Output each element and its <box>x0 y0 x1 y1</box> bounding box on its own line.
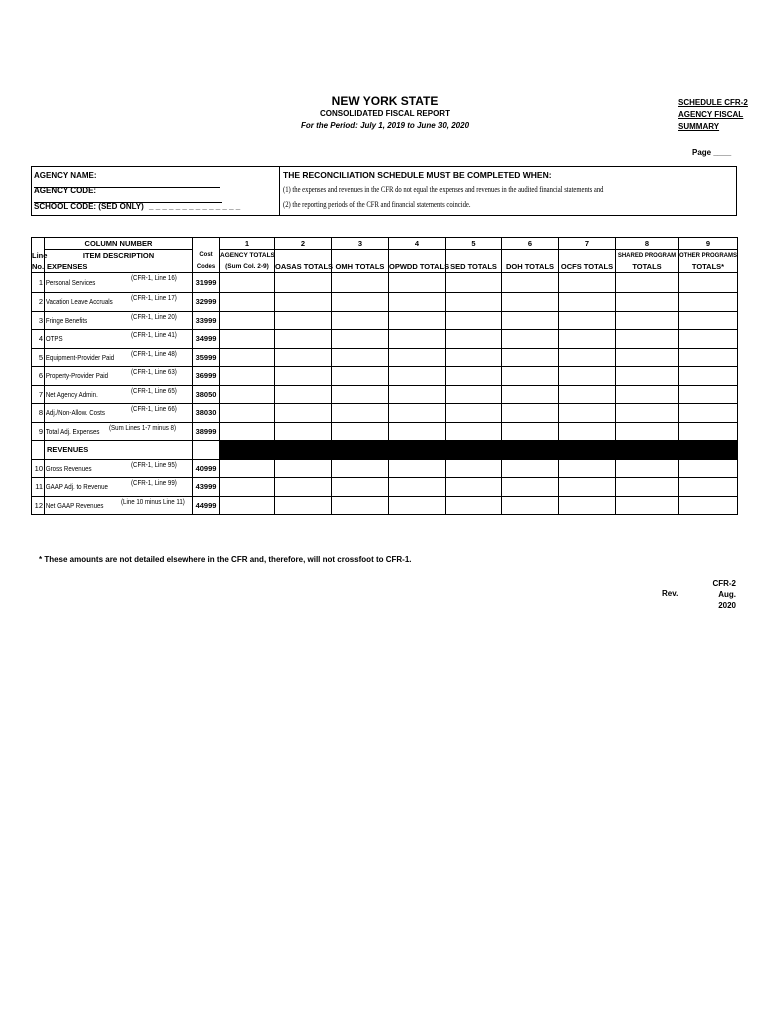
amount-cell-col-1[interactable] <box>220 496 275 515</box>
column-number-label: COLUMN NUMBER <box>45 238 193 250</box>
line-number: 3 <box>32 311 45 330</box>
amount-cell-col-2[interactable] <box>275 311 332 330</box>
no-label: No. <box>32 262 45 271</box>
item-description <box>45 367 193 386</box>
table-row <box>32 311 738 330</box>
revision-label: Rev. <box>662 589 679 598</box>
item-reference: (CFR-1, Line 20) <box>131 311 177 321</box>
amount-cell-col-7[interactable] <box>559 422 616 441</box>
amount-cell-col-9[interactable] <box>679 422 738 441</box>
amount-cell-col-7[interactable] <box>559 293 616 312</box>
amount-cell-col-3[interactable] <box>332 348 389 367</box>
expenses-label: EXPENSES <box>45 261 193 273</box>
amount-cell-col-6[interactable] <box>502 422 559 441</box>
amount-cell-col-4[interactable] <box>389 404 446 423</box>
amount-cell-col-2[interactable] <box>275 478 332 497</box>
amount-cell-col-1[interactable] <box>220 273 275 293</box>
table-row <box>32 348 738 367</box>
amount-cell-col-6[interactable] <box>502 367 559 386</box>
item-label: GAAP Adj. to Revenue <box>45 482 108 492</box>
amount-cell-col-5[interactable] <box>446 367 502 386</box>
amount-cell-col-8[interactable] <box>616 293 679 312</box>
amount-cell-col-4[interactable] <box>389 273 446 293</box>
line-number: 1 <box>32 273 45 293</box>
amount-cell-col-5[interactable] <box>446 459 502 478</box>
amount-cell-col-8[interactable] <box>616 367 679 386</box>
codes-label: Codes <box>193 261 220 273</box>
line-label: Line <box>32 250 48 260</box>
cost-code: 36999 <box>193 367 220 386</box>
cost-code: 40999 <box>193 459 220 478</box>
amount-cell-col-5[interactable] <box>446 496 502 515</box>
amount-cell-col-6[interactable] <box>502 496 559 515</box>
line-number: 2 <box>32 293 45 312</box>
amount-cell-col-3[interactable] <box>332 293 389 312</box>
amount-cell-col-6[interactable] <box>502 293 559 312</box>
table-row <box>32 330 738 349</box>
amount-cell-col-3[interactable] <box>332 496 389 515</box>
amount-cell-col-9[interactable] <box>679 478 738 497</box>
table-row <box>32 496 738 515</box>
item-label: Fringe Benefits <box>45 315 88 325</box>
col-num-9: 9 <box>679 238 738 250</box>
col-top-9: OTHER PROGRAMS <box>679 250 738 262</box>
item-reference: (CFR-1, Line 41) <box>131 330 177 339</box>
column-title-row <box>32 261 738 273</box>
amount-cell-col-4[interactable] <box>389 459 446 478</box>
amount-cell-col-4[interactable] <box>389 367 446 386</box>
amount-cell-col-3[interactable] <box>332 404 389 423</box>
amount-cell-col-1[interactable] <box>220 478 275 497</box>
form-id-code: CFR-2 <box>712 579 736 588</box>
amount-cell-col-5[interactable] <box>446 311 502 330</box>
amount-cell-col-9[interactable] <box>679 459 738 478</box>
amount-cell-col-9[interactable] <box>679 385 738 404</box>
amount-cell-col-2[interactable] <box>275 496 332 515</box>
amount-cell-col-8[interactable] <box>616 330 679 349</box>
amount-cell-col-9[interactable] <box>679 330 738 349</box>
agency-identification <box>32 167 280 215</box>
reconciliation-condition-2: (2) the reporting periods of the CFR and financial statements coincide. <box>283 200 471 209</box>
cost-code: 31999 <box>193 273 220 293</box>
line-number: 8 <box>32 404 45 423</box>
amount-cell-col-5[interactable] <box>446 478 502 497</box>
item-label: Adj./Non-Allow. Costs <box>45 408 105 418</box>
amount-cell-col-4[interactable] <box>389 422 446 441</box>
report-title: NEW YORK STATE <box>331 94 439 108</box>
item-reference: (CFR-1, Line 16) <box>131 273 177 282</box>
amount-cell-col-5[interactable] <box>446 385 502 404</box>
amount-cell-col-2[interactable] <box>275 330 332 349</box>
item-description <box>45 273 193 293</box>
amount-cell-col-7[interactable] <box>559 459 616 478</box>
amount-cell-col-2[interactable] <box>275 273 332 293</box>
amount-cell-col-3[interactable] <box>332 367 389 386</box>
table-row <box>32 404 738 423</box>
item-label: OTPS <box>45 334 63 344</box>
amount-cell-col-3[interactable] <box>332 385 389 404</box>
col-bottom-1: (Sum Col. 2-9) <box>220 261 275 273</box>
item-label: Vacation Leave Accruals <box>45 297 113 307</box>
schedule-label <box>678 97 748 133</box>
amount-cell-col-8[interactable] <box>616 404 679 423</box>
amount-cell-col-5[interactable] <box>446 348 502 367</box>
revenues-heading-row <box>32 441 738 460</box>
item-description <box>45 422 193 441</box>
amount-cell-col-8[interactable] <box>616 422 679 441</box>
amount-cell-col-2[interactable] <box>275 293 332 312</box>
amount-cell-col-2[interactable] <box>275 422 332 441</box>
col-bottom-8: TOTALS <box>616 261 679 273</box>
amount-cell-col-7[interactable] <box>559 273 616 293</box>
item-description <box>45 293 193 312</box>
item-label: Total Adj. Expenses <box>45 426 100 436</box>
amount-cell-col-4[interactable] <box>389 496 446 515</box>
amount-cell-col-4[interactable] <box>389 478 446 497</box>
column-number-row <box>32 238 738 250</box>
cost-code: 38050 <box>193 385 220 404</box>
line-number: 6 <box>32 367 45 386</box>
amount-cell-col-6[interactable] <box>502 404 559 423</box>
cost-label: Cost <box>193 250 220 262</box>
cost-code: 32999 <box>193 293 220 312</box>
col-top-1: AGENCY TOTALS <box>220 250 275 262</box>
item-description-label: ITEM DESCRIPTION <box>45 250 193 262</box>
item-reference: (CFR-1, Line 65) <box>131 385 177 395</box>
line-number: 7 <box>32 385 45 404</box>
item-description <box>45 478 193 497</box>
amount-cell-col-9[interactable] <box>679 311 738 330</box>
amount-cell-col-3[interactable] <box>332 459 389 478</box>
amount-cell-col-8[interactable] <box>616 385 679 404</box>
amount-cell-col-2[interactable] <box>275 348 332 367</box>
amount-cell-col-2[interactable] <box>275 385 332 404</box>
agency-code-label: AGENCY CODE: <box>34 186 97 195</box>
amount-cell-col-8[interactable] <box>616 273 679 293</box>
table-row <box>32 478 738 497</box>
item-label: Equipment-Provider Paid <box>45 352 115 362</box>
amount-cell-col-9[interactable] <box>679 273 738 293</box>
line-number: 11 <box>32 478 45 497</box>
item-description <box>45 496 193 515</box>
amount-cell-col-9[interactable] <box>679 367 738 386</box>
item-description <box>45 311 193 330</box>
school-code-blanks: _ _ _ _ _ _ _ _ _ _ _ _ _ _ <box>149 202 241 211</box>
amount-cell-col-5[interactable] <box>446 273 502 293</box>
item-description <box>45 330 193 349</box>
amount-cell-col-9[interactable] <box>679 496 738 515</box>
col-top-8: SHARED PROGRAM <box>616 250 679 262</box>
amount-cell-col-8[interactable] <box>616 459 679 478</box>
amount-cell-col-3[interactable] <box>332 330 389 349</box>
table-row <box>32 385 738 404</box>
amount-cell-col-5[interactable] <box>446 293 502 312</box>
amount-cell-col-7[interactable] <box>559 478 616 497</box>
form-identifier <box>700 578 736 611</box>
item-description <box>45 459 193 478</box>
table-row <box>32 422 738 441</box>
amount-cell-col-7[interactable] <box>559 385 616 404</box>
amount-cell-col-4[interactable] <box>389 330 446 349</box>
item-description <box>45 404 193 423</box>
line-number: 10 <box>32 459 45 478</box>
cost-code: 44999 <box>193 496 220 515</box>
item-label: Property-Provider Paid <box>45 371 109 381</box>
cost-code: 38999 <box>193 422 220 441</box>
item-reference: (CFR-1, Line 48) <box>131 348 177 358</box>
col-bottom-2: OASAS TOTALS <box>275 262 334 271</box>
col-bottom-3: OMH TOTALS <box>332 261 389 273</box>
amount-cell-col-3[interactable] <box>332 311 389 330</box>
footnote: * These amounts are not detailed elsewhere in the CFR and, therefore, will not crossfoot to CFR-1. <box>39 555 412 564</box>
amount-cell-col-4[interactable] <box>389 385 446 404</box>
item-reference: (CFR-1, Line 17) <box>131 293 177 302</box>
col-num-1: 1 <box>220 238 275 250</box>
amount-cell-col-6[interactable] <box>502 348 559 367</box>
reconciliation-note <box>281 167 736 215</box>
amount-cell-col-6[interactable] <box>502 459 559 478</box>
amount-cell-col-5[interactable] <box>446 422 502 441</box>
cost-code: 35999 <box>193 348 220 367</box>
item-label: Net Agency Admin. <box>45 389 98 399</box>
school-code-label: SCHOOL CODE: (SED ONLY) <box>34 202 144 211</box>
amount-cell-col-8[interactable] <box>616 478 679 497</box>
item-description-row <box>32 250 738 262</box>
amount-cell-col-1[interactable] <box>220 422 275 441</box>
col-bottom-9: TOTALS* <box>679 261 738 273</box>
amount-cell-col-1[interactable] <box>220 367 275 386</box>
col-num-4: 4 <box>389 238 446 250</box>
item-label: Personal Services <box>45 278 96 287</box>
report-period: For the Period: July 1, 2019 to June 30, 2020 <box>300 121 470 130</box>
item-reference: (CFR-1, Line 66) <box>131 404 177 413</box>
table-row <box>32 273 738 293</box>
item-reference: (CFR-1, Line 63) <box>131 367 177 376</box>
amount-cell-col-6[interactable] <box>502 478 559 497</box>
school-code-field[interactable] <box>34 202 240 211</box>
amount-cell-col-9[interactable] <box>679 348 738 367</box>
amount-cell-col-1[interactable] <box>220 330 275 349</box>
item-reference: (CFR-1, Line 95) <box>131 459 177 469</box>
amount-cell-col-7[interactable] <box>559 348 616 367</box>
amount-cell-col-7[interactable] <box>559 404 616 423</box>
item-description <box>45 348 193 367</box>
amount-cell-col-1[interactable] <box>220 404 275 423</box>
amount-cell-col-3[interactable] <box>332 422 389 441</box>
amount-cell-col-6[interactable] <box>502 330 559 349</box>
col-bottom-6: DOH TOTALS <box>502 261 559 273</box>
col-num-2: 2 <box>275 238 332 250</box>
blank-cell <box>193 441 220 460</box>
report-subtitle: CONSOLIDATED FISCAL REPORT <box>320 109 450 118</box>
amount-cell-col-8[interactable] <box>616 496 679 515</box>
amount-cell-col-1[interactable] <box>220 293 275 312</box>
col-num-3: 3 <box>332 238 389 250</box>
amount-cell-col-5[interactable] <box>446 330 502 349</box>
page-number-field[interactable]: Page ____ <box>692 148 732 157</box>
amount-cell-col-4[interactable] <box>389 348 446 367</box>
table-row <box>32 293 738 312</box>
cost-code: 43999 <box>193 478 220 497</box>
blank-cell <box>32 441 45 460</box>
amount-cell-col-7[interactable] <box>559 311 616 330</box>
amount-cell-col-7[interactable] <box>559 496 616 515</box>
amount-cell-col-8[interactable] <box>616 311 679 330</box>
amount-cell-col-6[interactable] <box>502 385 559 404</box>
amount-cell-col-3[interactable] <box>332 273 389 293</box>
line-number: 9 <box>32 422 45 441</box>
shaded-divider <box>220 441 738 460</box>
col-bottom-5: SED TOTALS <box>446 261 502 273</box>
amount-cell-col-2[interactable] <box>275 367 332 386</box>
table-row <box>32 459 738 478</box>
agency-info-box <box>31 166 737 216</box>
amount-cell-col-6[interactable] <box>502 273 559 293</box>
amount-cell-col-9[interactable] <box>679 404 738 423</box>
amount-cell-col-6[interactable] <box>502 311 559 330</box>
amount-cell-col-1[interactable] <box>220 311 275 330</box>
amount-cell-col-8[interactable] <box>616 348 679 367</box>
amount-cell-col-7[interactable] <box>559 330 616 349</box>
cost-code: 33999 <box>193 311 220 330</box>
cost-code: 38030 <box>193 404 220 423</box>
item-reference: (Line 10 minus Line 11) <box>121 496 185 506</box>
item-reference: (Sum Lines 1-7 minus 8) <box>109 422 176 432</box>
amount-cell-col-4[interactable] <box>389 293 446 312</box>
schedule-line-3: SUMMARY <box>678 122 720 131</box>
item-label: Gross Revenues <box>45 463 92 473</box>
amount-cell-col-2[interactable] <box>275 404 332 423</box>
schedule-line-1: SCHEDULE CFR-2 <box>678 98 748 107</box>
col-num-6: 6 <box>502 238 559 250</box>
line-number: 12 <box>32 496 45 515</box>
item-description <box>45 385 193 404</box>
line-number: 5 <box>32 348 45 367</box>
col-num-8: 8 <box>616 238 679 250</box>
col-bottom-7: OCFS TOTALS <box>559 261 616 273</box>
item-label: Net GAAP Revenues <box>45 500 104 510</box>
amount-cell-col-1[interactable] <box>220 348 275 367</box>
cost-code: 34999 <box>193 330 220 349</box>
amount-cell-col-9[interactable] <box>679 293 738 312</box>
amount-cell-col-7[interactable] <box>559 367 616 386</box>
revision-date: Aug. 2020 <box>718 590 736 610</box>
schedule-line-2: AGENCY FISCAL <box>678 110 744 119</box>
reconciliation-condition-1: (1) the expenses and revenues in the CFR do not equal the expenses and revenues in the audited financial statements and <box>283 185 604 194</box>
amount-cell-col-5[interactable] <box>446 404 502 423</box>
amount-cell-col-1[interactable] <box>220 459 275 478</box>
reconciliation-heading: THE RECONCILIATION SCHEDULE MUST BE COMPLETED WHEN: <box>283 170 552 180</box>
col-bottom-4: OPWDD TOTALS <box>389 262 450 271</box>
fiscal-summary-table <box>31 237 738 515</box>
table-row <box>32 367 738 386</box>
amount-cell-col-3[interactable] <box>332 478 389 497</box>
item-reference: (CFR-1, Line 99) <box>131 478 177 487</box>
agency-name-label: AGENCY NAME: <box>34 171 97 180</box>
col-num-7: 7 <box>559 238 616 250</box>
col-num-5: 5 <box>446 238 502 250</box>
amount-cell-col-4[interactable] <box>389 311 446 330</box>
revenues-label: REVENUES <box>45 441 193 460</box>
amount-cell-col-1[interactable] <box>220 385 275 404</box>
amount-cell-col-2[interactable] <box>275 459 332 478</box>
line-number: 4 <box>32 330 45 349</box>
